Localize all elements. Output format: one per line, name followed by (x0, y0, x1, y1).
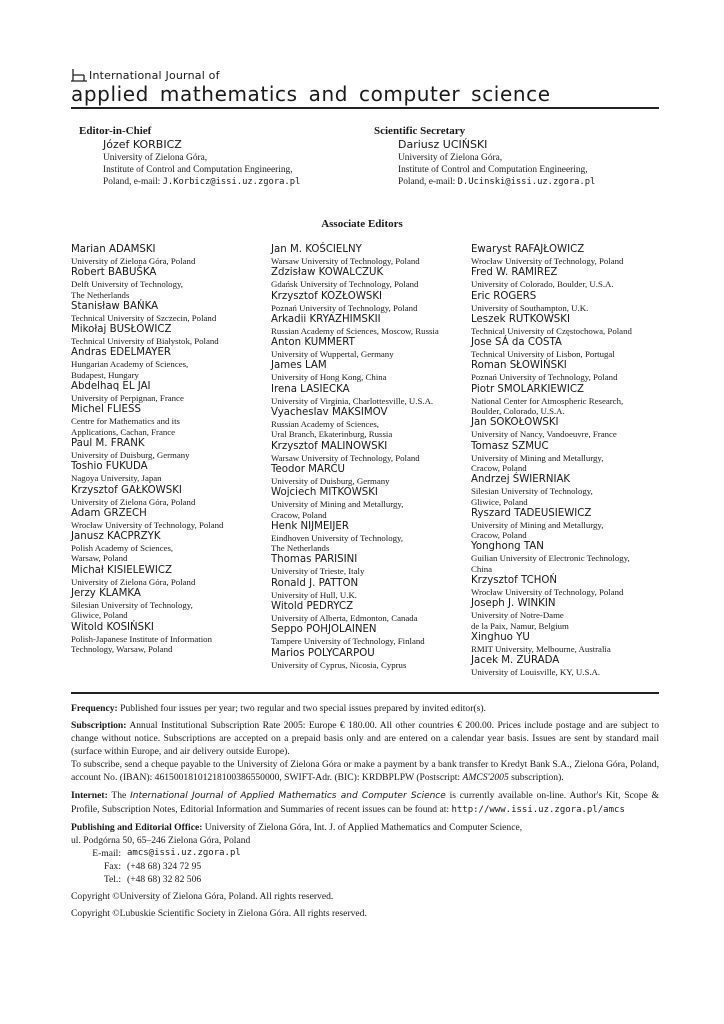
associate-editor-entry (471, 416, 671, 439)
info-divider (71, 692, 659, 694)
associate-editor-name: Ryszard TADEUSIEWICZ (471, 507, 592, 519)
associate-editor-affiliation: University of Trieste, Italy (271, 566, 365, 577)
associate-editor-affiliation: Boulder, Colorado, U.S.A. (471, 406, 565, 417)
associate-editor-affiliation: University of Notre-Dame (471, 610, 564, 621)
associate-editor-entry (471, 540, 671, 574)
associate-editor-entry (71, 484, 267, 507)
editor-in-chief-role: Editor-in-Chief (79, 125, 152, 137)
associate-editor-affiliation: Poznań University of Technology, Poland (271, 302, 418, 313)
associate-editor-affiliation: The Netherlands (271, 543, 330, 554)
tel-value: (+48 68) 32 82 506 (127, 874, 202, 886)
associate-editor-affiliation: Warsaw University of Technology, Poland (271, 256, 420, 266)
scientific-secretary-name: Dariusz UCIŃSKI (398, 138, 488, 151)
masthead-top (71, 64, 659, 82)
associate-editor-entry (271, 266, 467, 289)
associate-editor-name: Teodor MARCU (271, 463, 346, 475)
associate-editor-name: Krzysztof KOZŁOWSKI (271, 290, 383, 302)
associate-editor-name: Marian ADAMSKI (71, 244, 156, 255)
associate-editor-entry (271, 383, 467, 406)
associate-editors-column-1 (71, 243, 267, 654)
associate-editor-affiliation: Budapest, Hungary (71, 369, 139, 380)
associate-editor-name: Jerzy KLAMKA (71, 588, 141, 600)
associate-editor-entry (71, 507, 267, 530)
associate-editor-affiliation: University of Zielona Góra, Poland (71, 576, 196, 587)
associate-editor-name: Henk NIJMEIJER (271, 520, 349, 532)
associate-editor-name: Michel FLIESS (71, 404, 141, 416)
associate-editor-affiliation: de la Paix, Namur, Belgium (471, 620, 569, 631)
associate-editor-affiliation: Poznań University of Technology, Poland (471, 372, 618, 383)
associate-editor-entry (271, 577, 467, 600)
associate-editor-affiliation: Wrocław University of Technology, Poland (71, 519, 224, 530)
internet-paragraph (71, 789, 659, 817)
associate-editor-name: Yonghong TAN (471, 541, 544, 553)
associate-editor-name: Irena LASIECKA (271, 383, 350, 395)
associate-editor-affiliation: Technical University of Szczecin, Poland (71, 312, 217, 323)
associate-editor-entry (471, 243, 671, 266)
associate-editor-affiliation: Technical University of Lisbon, Portugal (471, 349, 615, 360)
fax-label: Fax: (103, 861, 121, 873)
associate-editor-name: Paul M. FRANK (71, 437, 145, 449)
associate-editor-entry (471, 266, 671, 289)
associate-editor-affiliation: University of Zielona Góra, Poland (71, 496, 196, 507)
associate-editor-entry (71, 437, 267, 460)
associate-editor-affiliation: National Center for Atmospheric Research, (471, 395, 624, 406)
associate-editor-affiliation: University of Louisville, KY, U.S.A. (471, 667, 601, 678)
associate-editor-affiliation: University of Colorado, Boulder, U.S.A. (471, 279, 614, 290)
contact-tel-row (71, 873, 659, 886)
associate-editor-entry (71, 266, 267, 300)
scientific-secretary-email-line (374, 176, 595, 188)
associate-editor-affiliation: University of Duisburg, Germany (271, 475, 390, 486)
email-prefix: Poland, e-mail: (103, 177, 163, 187)
associate-editor-name: Jacek M. ZURADA (471, 655, 560, 667)
tel-label: Tel.: (103, 874, 121, 886)
associate-editor-name: Robert BABUŠKA (71, 267, 157, 279)
copyright-line-2: Copyright ©Lubuskie Scientific Society in Zielona Góra. All rights reserved. (71, 908, 367, 920)
associate-editor-name: Seppo POHJOLAINEN (271, 624, 377, 636)
associate-editor-name: Roman SŁOWIŃSKI (471, 360, 567, 372)
journal-big-title: applied mathematics and computer science (71, 82, 551, 106)
associate-editor-affiliation: Cracow, Poland (271, 509, 327, 520)
frequency-text: Published four issues per year; two regular and two special issues prepared by invited editor(s). (117, 703, 486, 714)
associate-editor-entry (271, 623, 467, 646)
associate-editor-name: Fred W. RAMIREZ (471, 267, 558, 279)
associate-editor-affiliation: Cracow, Poland (471, 530, 527, 541)
associate-editor-entry (271, 243, 467, 266)
office-paragraph (71, 821, 659, 834)
subscribe-text: To subscribe, send a cheque payable to the University of Zielona Góra or make a payment by a bank transfer to Kredyt Bank S.A., Zielona Góra, Poland, account No. (IBAN): 46150018101218100386550000, SWIFT-Adr. (BIC): KRDBPLPW (Postscript: (71, 759, 659, 784)
associate-editor-name: Abdelhaq EL JAI (71, 381, 151, 393)
associate-editor-name: Vyacheslav MAKSIMOV (271, 407, 388, 419)
internet-text: is currently available on-line. Author's Kit, Scope & Profile, Subscription Notes, Editorial Information and Summaries of recent issues can be found at: (71, 789, 659, 815)
associate-editor-name: Thomas PARISINI (271, 554, 358, 566)
scientific-secretary-line: Institute of Control and Computation Engineering, (398, 165, 588, 175)
office-email-link[interactable]: amcs@issi.uz.zgora.pl (127, 847, 241, 858)
subscribe-paragraph (71, 758, 659, 784)
subscription-paragraph (71, 719, 659, 758)
associate-editor-affiliation: RMIT University, Melbourne, Australia (471, 643, 611, 654)
office-address: ul. Podgórna 50, 65–246 Zielona Góra, Poland (71, 834, 251, 846)
associate-editor-name: Ewaryst RAFAJŁOWICZ (471, 244, 585, 255)
associate-editors-column-2 (271, 243, 467, 670)
associate-editor-name: Zdzisław KOWALCZUK (271, 267, 384, 279)
associate-editor-name: Eric ROGERS (471, 290, 537, 302)
associate-editor-affiliation: Gliwice, Poland (471, 496, 528, 507)
associate-editor-entry (471, 631, 671, 654)
associate-editor-affiliation: University of Zielona Góra, Poland (71, 256, 196, 266)
associate-editor-affiliation: Technical University of Białystok, Poland (71, 336, 219, 347)
subscription-text: Annual Institutional Subscription Rate 2005: Europe € 180.00. All other countries € 200.00. Prices include postage and are subject to change without notice. Subscriptions are accepted on a prepaid basis only and are entered on a calendar year basis. Issues are sent by standard mail (surface within Europe, and air delivery outside Europe). (71, 720, 659, 758)
office-label: Publishing and Editorial Office: (71, 821, 203, 833)
associate-editor-affiliation: The Netherlands (71, 289, 130, 300)
associate-editor-affiliation: China (471, 563, 493, 574)
email-prefix: Poland, e-mail: (398, 177, 458, 187)
associate-editor-affiliation: University of Mining and Metallurgy, (471, 519, 604, 530)
associate-editor-entry (471, 290, 671, 313)
associate-editor-affiliation: Hungarian Academy of Sciences, (71, 359, 189, 370)
journal-small-title: International Journal of (89, 69, 220, 82)
associate-editor-name: Janusz KACPRZYK (71, 531, 161, 543)
associate-editor-name: Krzysztof GAŁKOWSKI (71, 484, 182, 496)
associate-editor-affiliation: University of Mining and Metallurgy, (471, 452, 604, 463)
associate-editor-affiliation: Eindhoven University of Technology, (271, 532, 404, 543)
fax-value: (+48 68) 324 72 95 (127, 861, 202, 873)
email-label: E-mail: (92, 847, 121, 859)
associate-editor-affiliation: Tampere University of Technology, Finland (271, 636, 425, 647)
internet-pre: The (107, 789, 131, 801)
associate-editor-affiliation: Gdańsk University of Technology, Poland (271, 279, 419, 290)
associate-editor-entry (471, 383, 671, 417)
associate-editor-name: Andrzej ŚWIERNIAK (471, 474, 571, 486)
associate-editor-entry (271, 359, 467, 382)
associate-editor-entry (271, 406, 467, 440)
associate-editor-entry (471, 507, 671, 541)
associate-editor-entry (271, 647, 467, 670)
journal-name: International Journal of Applied Mathematics and Computer Science (130, 790, 446, 801)
associate-editor-affiliation: University of Perpignan, France (71, 393, 184, 404)
associate-editor-affiliation: Wrocław University of Technology, Poland (471, 256, 624, 266)
associate-editor-entry (271, 440, 467, 463)
journal-logo-icon (71, 68, 87, 82)
associate-editor-affiliation: University of Nancy, Vandoeuvre, France (471, 429, 617, 440)
associate-editor-affiliation: Cracow, Poland (471, 462, 527, 473)
associate-editor-name: Krzysztof TCHOŃ (471, 575, 557, 587)
associate-editor-affiliation: Polish-Japanese Institute of Information (71, 633, 212, 644)
associate-editor-affiliation: Russian Academy of Sciences, Moscow, Russia (271, 325, 439, 336)
associate-editor-name: Marios POLYCARPOU (271, 647, 375, 659)
associate-editor-entry (271, 600, 467, 623)
associate-editor-entry (471, 473, 671, 507)
associate-editor-entry (271, 463, 467, 486)
scientific-secretary-block (374, 124, 595, 188)
editor-in-chief-email[interactable]: J.Korbicz@issi.uz.zgora.pl (162, 177, 301, 187)
associate-editor-affiliation: Centre for Mathematics and its (71, 416, 180, 427)
associate-editor-name: Tomasz SZMUC (471, 440, 549, 452)
associate-editor-affiliation: University of Hong Kong, China (271, 372, 387, 383)
associate-editor-affiliation: Ural Branch, Ekaterinburg, Russia (271, 429, 393, 440)
associate-editor-name: Xinghuo YU (471, 631, 530, 643)
associate-editor-entry (271, 520, 467, 554)
scientific-secretary-role: Scientific Secretary (374, 125, 466, 137)
associate-editor-name: Witold KOSIŃSKI (71, 621, 154, 633)
associate-editor-entry (271, 313, 467, 336)
editor-in-chief-email-line (79, 176, 300, 188)
editor-in-chief-line: University of Zielona Góra, (103, 153, 208, 163)
associate-editor-affiliation: University of Duisburg, Germany (71, 449, 190, 460)
associate-editor-entry (71, 530, 267, 564)
associate-editor-affiliation: Warsaw, Poland (71, 553, 128, 564)
associate-editor-entry (71, 300, 267, 323)
associate-editor-affiliation: Technical University of Częstochowa, Poland (471, 325, 632, 336)
frequency-label: Frequency: (71, 703, 118, 714)
associate-editor-name: Leszek RUTKOWSKI (471, 313, 570, 325)
associate-editor-name: James LAM (271, 360, 327, 372)
associate-editor-affiliation: University of Hull, U.K. (271, 589, 358, 600)
associate-editor-affiliation: University of Southampton, U.K. (471, 302, 589, 313)
associate-editor-affiliation: Delft University of Technology, (71, 279, 184, 290)
associate-editor-name: Piotr SMOLARKIEWICZ (471, 383, 584, 395)
editor-in-chief-name: Józef KORBICZ (103, 138, 182, 151)
contact-email-row (71, 847, 659, 860)
associate-editor-entry (471, 597, 671, 631)
associate-editors-title: Associate Editors (321, 218, 403, 230)
associate-editor-affiliation: Russian Academy of Sciences, (271, 419, 379, 430)
associate-editor-name: Wojciech MITKOWSKI (271, 487, 378, 499)
associate-editor-entry (71, 403, 267, 437)
associate-editor-entry (471, 440, 671, 474)
associate-editor-entry (471, 336, 671, 359)
associate-editor-entry (271, 553, 467, 576)
associate-editor-affiliation: Silesian University of Technology, (471, 486, 593, 497)
associate-editor-name: Ronald J. PATTON (271, 577, 359, 589)
associate-editor-name: Krzysztof MALINOWSKI (271, 440, 388, 452)
associate-editor-affiliation: University of Mining and Metallurgy, (271, 499, 404, 510)
masthead (71, 64, 659, 106)
associate-editor-name: Michał KISIELEWICZ (71, 564, 172, 576)
associate-editor-affiliation: University of Wuppertal, Germany (271, 349, 394, 360)
subscribe-end: subscription). (508, 772, 564, 784)
journal-url-link[interactable]: http://www.issi.uz.zgora.pl/amcs (451, 804, 625, 815)
associate-editor-affiliation: Wrocław University of Technology, Poland (471, 587, 624, 598)
editor-in-chief-line: Institute of Control and Computation Engineering, (103, 165, 293, 175)
associate-editor-entry (71, 621, 267, 655)
associate-editor-entry (71, 346, 267, 380)
associate-editor-name: Jose SÁ da COSTA (471, 337, 562, 349)
associate-editor-name: Toshio FUKUDA (71, 461, 148, 473)
associate-editor-name: Adam GRZECH (71, 507, 147, 519)
associate-editor-name: Jan SOKOŁOWSKI (471, 417, 559, 429)
associate-editor-name: Jan M. KOŚCIELNY (271, 244, 362, 255)
associate-editor-affiliation: Applications, Cachan, France (71, 426, 176, 437)
internet-label: Internet: (71, 789, 108, 801)
associate-editor-entry (71, 323, 267, 346)
associate-editor-name: Arkadii KRYAZHIMSKII (271, 313, 381, 325)
associate-editor-affiliation: Warsaw University of Technology, Poland (271, 452, 420, 463)
associate-editor-affiliation: University of Alberta, Edmonton, Canada (271, 613, 418, 624)
associate-editor-entry (71, 460, 267, 483)
associate-editor-entry (471, 654, 671, 677)
associate-editor-name: Witold PEDRYCZ (271, 601, 354, 613)
associate-editor-name: Joseph J. WINKIN (471, 598, 556, 610)
associate-editor-entry (271, 290, 467, 313)
associate-editor-affiliation: Guilian University of Electronic Technology, (471, 553, 630, 564)
scientific-secretary-email[interactable]: D.Ucinski@issi.uz.zgora.pl (457, 177, 596, 187)
associate-editor-name: Anton KUMMERT (271, 337, 355, 349)
associate-editor-entry (471, 313, 671, 336)
associate-editor-name: Andras EDELMAYER (71, 347, 171, 359)
associate-editor-name: Stanisław BAŃKA (71, 300, 159, 312)
associate-editor-entry (71, 564, 267, 587)
editor-in-chief-block (79, 124, 300, 188)
associate-editor-entry (271, 336, 467, 359)
journal-info (71, 702, 659, 920)
associate-editor-entry (71, 380, 267, 403)
associate-editor-affiliation: University of Virginia, Charlottesville, U.S.A. (271, 395, 434, 406)
contact-fax-row (71, 860, 659, 873)
subscription-label: Subscription: (71, 720, 127, 732)
scientific-secretary-line: University of Zielona Góra, (398, 153, 503, 163)
copyright-line-1: Copyright ©University of Zielona Góra, Poland. All rights reserved. (71, 891, 334, 903)
associate-editor-affiliation: University of Cyprus, Nicosia, Cyprus (271, 659, 407, 670)
associate-editor-affiliation: Silesian University of Technology, (71, 600, 193, 611)
subscribe-postscript: AMCS'2005 (462, 772, 509, 784)
associate-editor-name: Mikołaj BUSŁOWICZ (71, 324, 172, 336)
associate-editors-column-3 (471, 243, 671, 678)
office-text: University of Zielona Góra, Int. J. of Applied Mathematics and Computer Science, (202, 821, 523, 833)
associate-editor-entry (471, 359, 671, 382)
frequency-paragraph (71, 702, 659, 715)
associate-editor-entry (71, 243, 267, 266)
associate-editor-affiliation: Technology, Warsaw, Poland (71, 643, 173, 654)
associate-editor-affiliation: Gliwice, Poland (71, 610, 128, 621)
associate-editor-affiliation: Nagoya University, Japan (71, 473, 162, 484)
associate-editor-entry (271, 486, 467, 520)
masthead-rule (71, 107, 659, 109)
associate-editor-entry (71, 587, 267, 621)
associate-editor-affiliation: Polish Academy of Sciences, (71, 543, 174, 554)
associate-editor-entry (471, 574, 671, 597)
